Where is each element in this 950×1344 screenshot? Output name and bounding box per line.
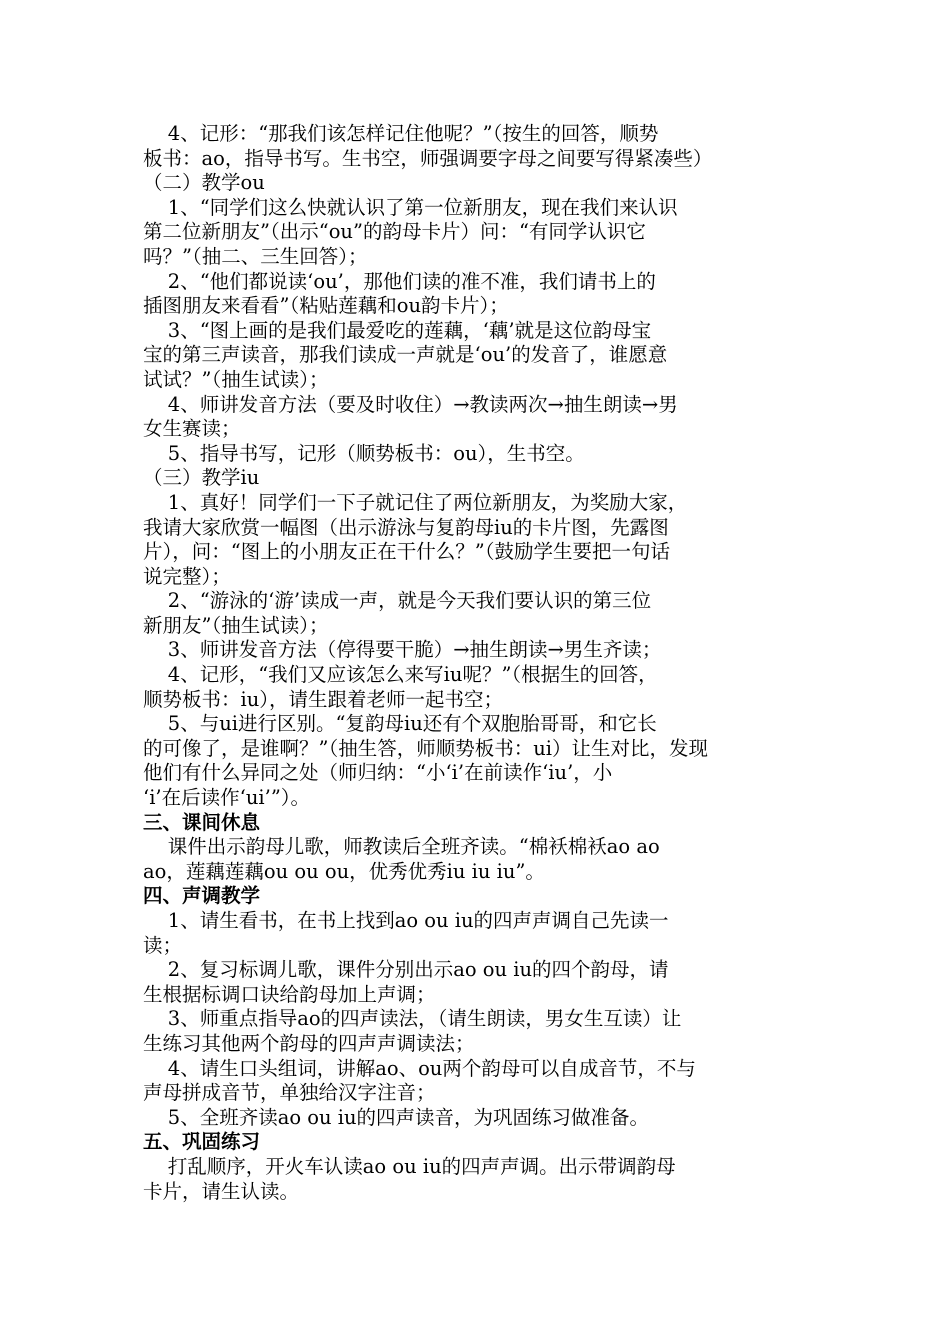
text-line: 2、“他们都说读‘ou’，那他们读的准不准，我们请书上的 (143, 269, 656, 293)
text-line: 2、“游泳的‘游’读成一声，就是今天我们要认识的第三位 (143, 589, 652, 613)
text-line: 吗？”（抽二、三生回答）； (143, 244, 368, 268)
text-line: 5、指导书写，记形（顺势板书：ou），生书空。 (143, 441, 585, 465)
text-line: 声母拼成音节，单独给汉字注音； (143, 1081, 436, 1105)
text-line: 生练习其他两个韵母的四声声调读法； (143, 1031, 475, 1055)
text-line: 4、记形：“那我们该怎样记住他呢？”（按生的回答，顺势 (143, 122, 659, 145)
text-line: 女生赛读； (143, 417, 241, 441)
text-line: 他们有什么异同之处（师归纳：“小‘i’在前读作‘iu’，小 (143, 761, 613, 785)
text-line: 4、请生口头组词，讲解ao、ou两个韵母可以自成音节，不与 (143, 1056, 696, 1080)
section-subheading: （三）教学iu (143, 466, 260, 490)
text-line: 5、与ui进行区别。“复韵母iu还有个双胞胎哥哥，和它长 (143, 712, 657, 736)
text-line: 课件出示韵母儿歌，师教读后全班齐读。“棉袄棉袄ao ao (143, 835, 660, 859)
text-line: 1、请生看书，在书上找到ao ou iu的四声声调自己先读一 (143, 909, 669, 932)
text-line: 第二位新朋友”（出示“ou”的韵母卡片）问：“有同学认识它 (143, 220, 646, 244)
text-line: ao，莲藕莲藕ou ou ou，优秀优秀iu iu iu”。 (143, 859, 545, 883)
text-line: ‘i’在后读作‘ui’”）。 (143, 786, 311, 810)
section-heading: 五、巩固练习 (143, 1130, 261, 1154)
text-line: 3、“图上画的是我们最爱吃的莲藕，‘藕’就是这位韵母宝 (143, 318, 652, 342)
text-line: 顺势板书：iu），请生跟着老师一起书空； (143, 687, 504, 711)
text-line: 宝的第三声读音，那我们读成一声就是‘ou’的发音了，谁愿意 (143, 343, 668, 367)
text-line: 打乱顺序，开火车认读ao ou iu的四声声调。出示带调韵母 (143, 1154, 676, 1178)
text-line: 4、师讲发音方法（要及时收住）→教读两次→抽生朗读→男 (143, 392, 678, 416)
text-line: 我请大家欣赏一幅图（出示游泳与复韵母iu的卡片图，先露图 (143, 515, 669, 539)
document-body (143, 122, 808, 1204)
text-line: 读； (143, 933, 183, 957)
text-line: 板书：ao，指导书写。生书空，师强调要字母之间要写得紧凑些） (143, 146, 713, 170)
text-line: 2、复习标调儿歌，课件分别出示ao ou iu的四个韵母，请 (143, 958, 669, 982)
text-line: 的可像了，是谁啊？”（抽生答，师顺势板书：ui）让生对比，发现 (143, 736, 709, 760)
text-line: 新朋友”（抽生试读）； (143, 613, 329, 637)
text-line: 3、师讲发音方法（停得要干脆）→抽生朗读→男生齐读； (143, 638, 662, 662)
section-heading: 三、课间休息 (143, 810, 261, 834)
text-line: 生根据标调口诀给韵母加上声调； (143, 982, 436, 1006)
text-line: 5、全班齐读ao ou iu的四声读音，为巩固练习做准备。 (143, 1105, 650, 1129)
text-line: 插图朋友来看看”（粘贴莲藕和ou韵卡片）； (143, 294, 509, 318)
text-line: 3、师重点指导ao的四声读法，（请生朗读，男女生互读）让 (143, 1007, 682, 1031)
section-subheading: （二）教学ou (143, 171, 265, 195)
text-line: 说完整）； (143, 564, 231, 588)
text-line: 4、记形，“我们又应该怎么来写iu呢？”（根据生的回答， (143, 663, 658, 687)
text-line: 试试？”（抽生试读）； (143, 367, 329, 391)
text-line: 片），问：“图上的小朋友正在干什么？”（鼓励学生要把一句话 (143, 540, 670, 564)
text-line: 1、真好！同学们一下子就记住了两位新朋友，为奖励大家， (143, 490, 688, 514)
text-line: 卡片，请生认读。 (143, 1179, 300, 1203)
text-line: 1、“同学们这么快就认识了第一位新朋友，现在我们来认识 (143, 195, 678, 219)
section-heading: 四、声调教学 (143, 884, 261, 908)
